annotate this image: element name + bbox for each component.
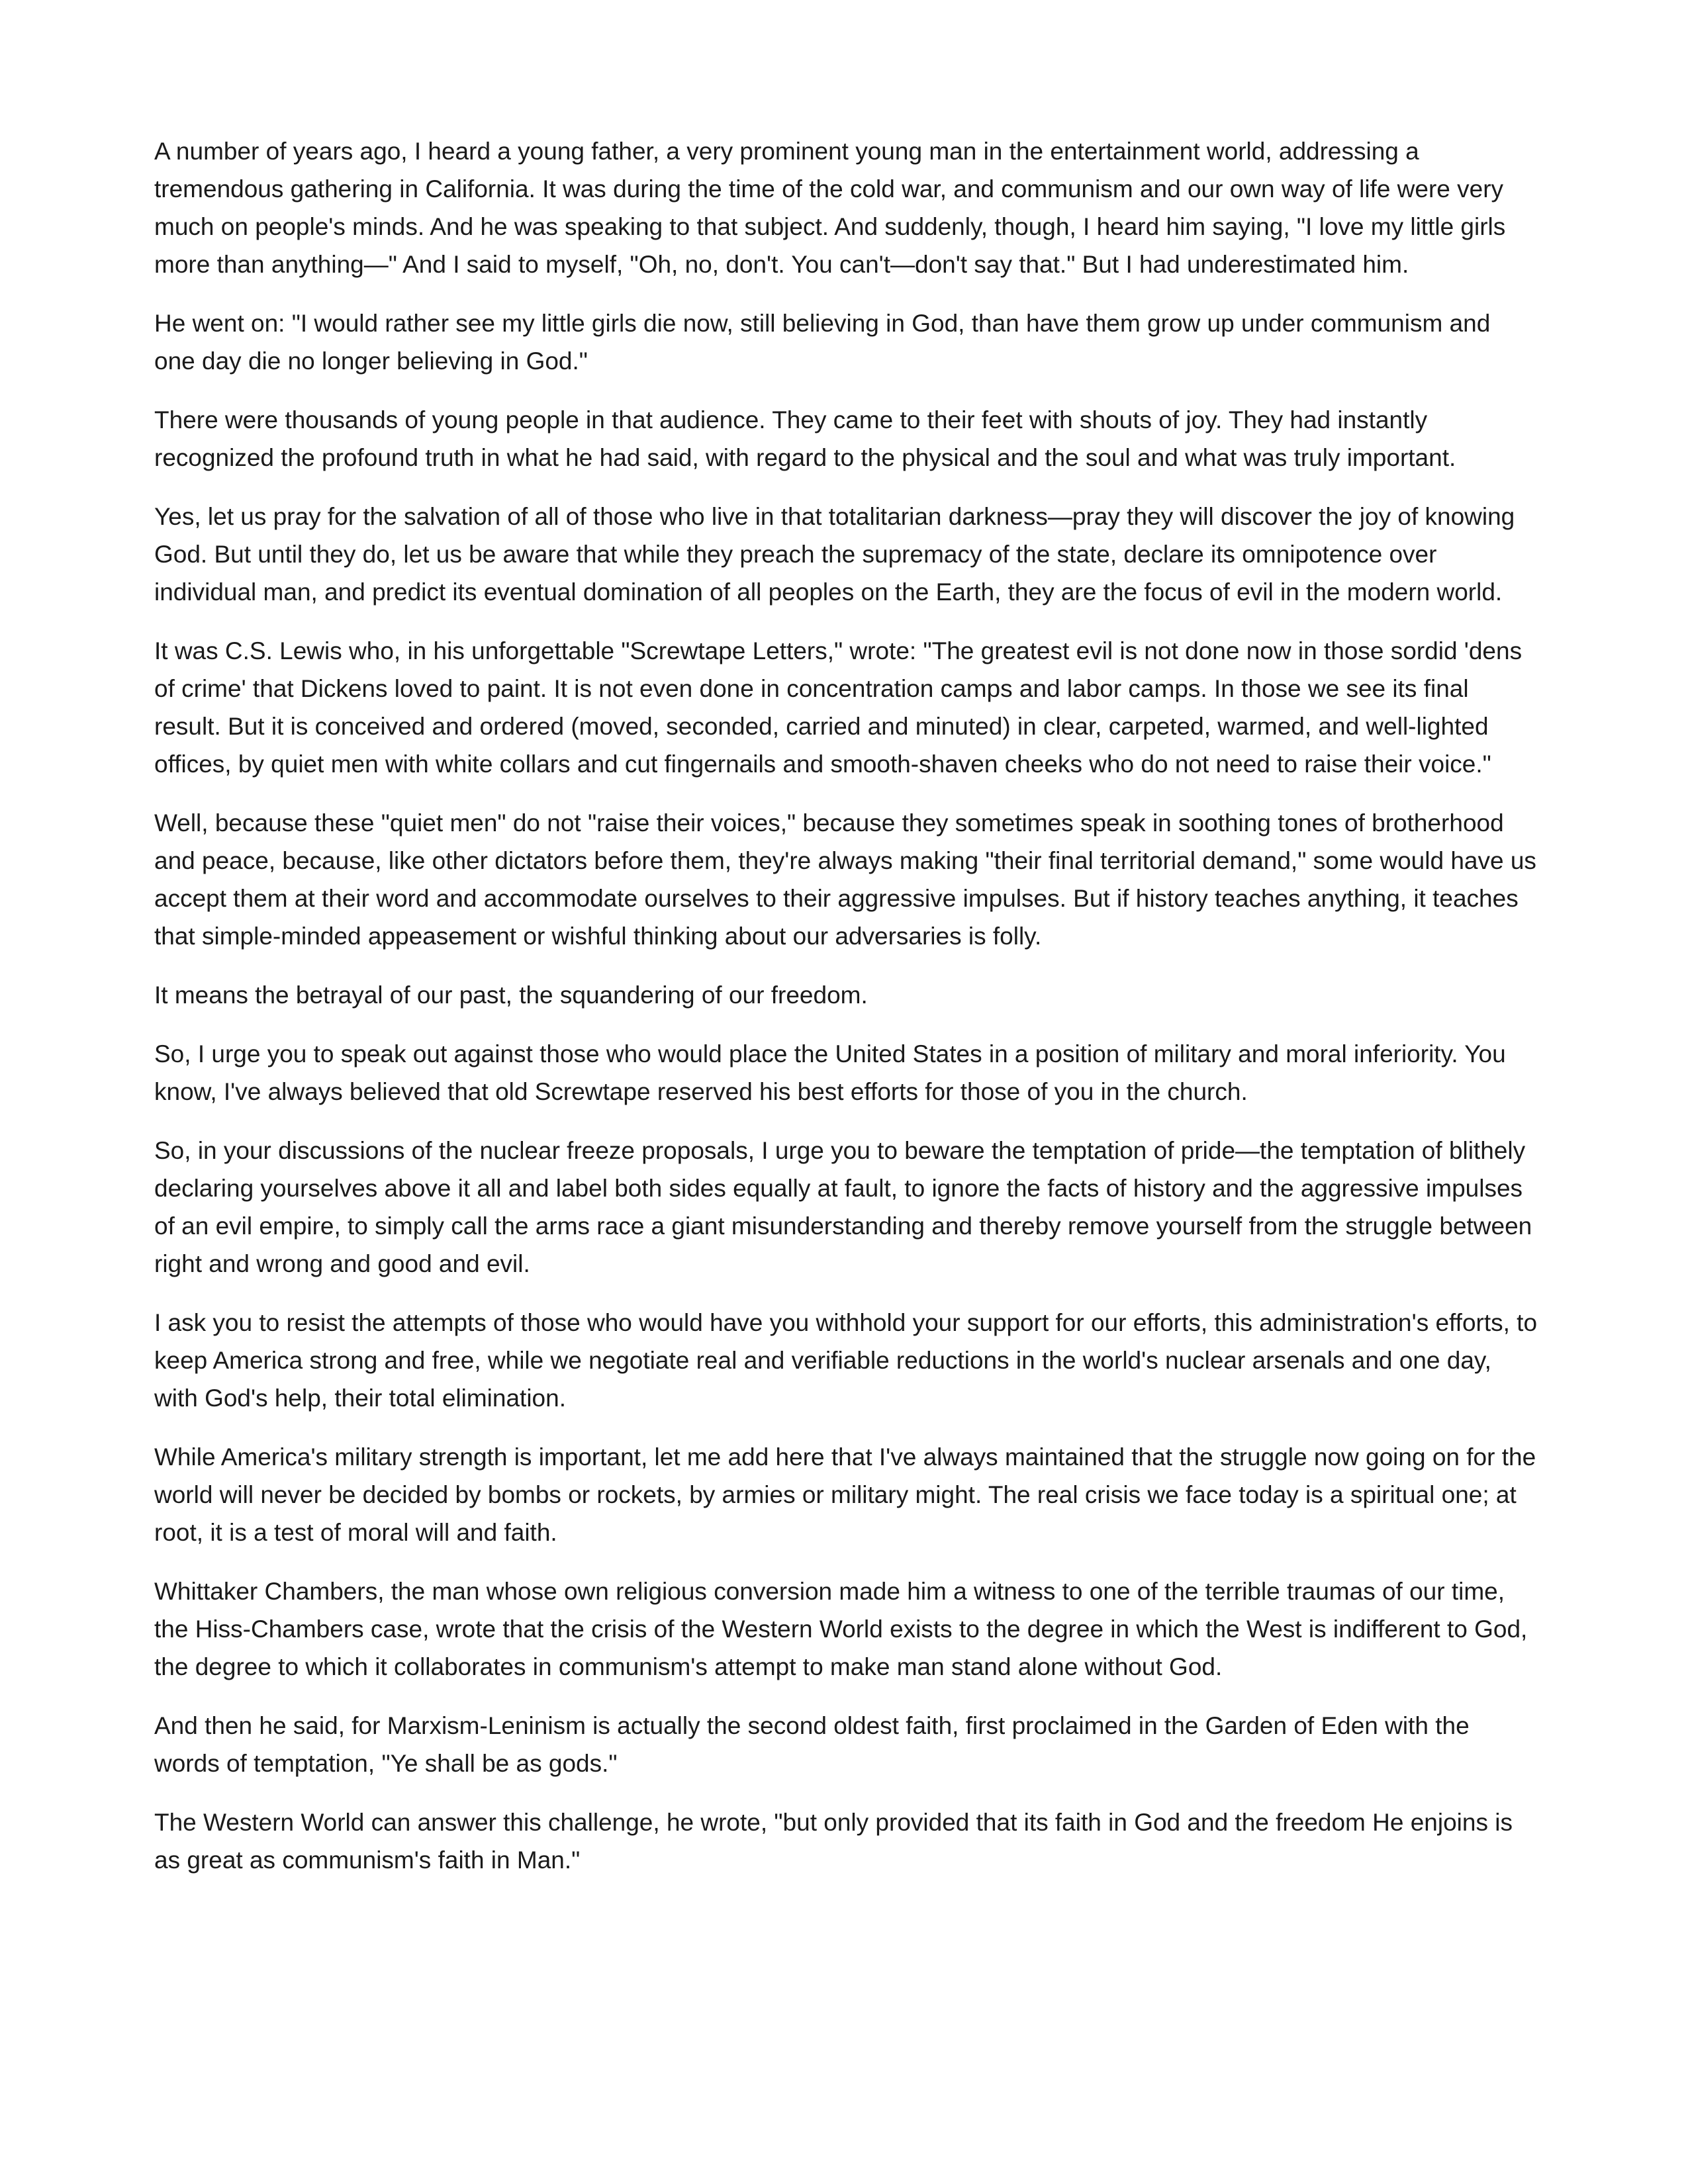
paragraph-9: So, in your discussions of the nuclear freeze proposals, I urge you to beware the temptation of pride—the temptation of blithely declaring yourselves above it all and label both sides equally at fault, to ignore the facts of history and the aggressive impulses of an evil empire, to simply call the arms race a giant misunderstanding and thereby remove yourself from the struggle between right and wrong and good and evil. xyxy=(154,1137,1532,1277)
paragraph-4: Yes, let us pray for the salvation of all of those who live in that totalitarian darkness—pray they will discover the joy of knowing God. But until they do, let us be aware that while they preach the supremacy of the state, declare its omnipotence over individual man, and predict its eventual domination of all peoples on the Earth, they are the focus of evil in the modern world. xyxy=(154,503,1515,606)
document-page xyxy=(154,132,1538,1900)
paragraph-8: So, I urge you to speak out against those who would place the United States in a position of military and moral inferiority. You know, I've always believed that old Screwtape reserved his best efforts for those of you in the church. xyxy=(154,1040,1506,1105)
paragraph-11: While America's military strength is important, let me add here that I've always maintained that the struggle now going on for the world will never be decided by bombs or rockets, by armies or military might. The real crisis we face today is a spiritual one; at root, it is a test of moral will and faith. xyxy=(154,1443,1536,1546)
paragraph-13: And then he said, for Marxism-Leninism is actually the second oldest faith, first proclaimed in the Garden of Eden with the words of temptation, "Ye shall be as gods." xyxy=(154,1712,1470,1777)
paragraph-14: The Western World can answer this challenge, he wrote, "but only provided that its faith in God and the freedom He enjoins is as great as communism's faith in Man." xyxy=(154,1809,1513,1874)
paragraph-2: He went on: "I would rather see my little girls die now, still believing in God, than have them grow up under communism and one day die no longer believing in God." xyxy=(154,310,1491,375)
paragraph-1: A number of years ago, I heard a young father, a very prominent young man in the entertainment world, addressing a tremendous gathering in California. It was during the time of the cold war, and communism and our own way of life were very much on people's minds. And he was speaking to that subject. And suddenly, though, I heard him saying, "I love my little girls more than anything—" And I said to myself, "Oh, no, don't. You can't—don't say that." But I had underestimated him. xyxy=(154,138,1506,278)
paragraph-5: It was C.S. Lewis who, in his unforgettable "Screwtape Letters," wrote: "The greatest evil is not done now in those sordid 'dens of crime' that Dickens loved to paint. It is not even done in concentration camps and labor camps. In those we see its final result. But it is conceived and ordered (moved, seconded, carried and minuted) in clear, carpeted, warmed, and well-lighted offices, by quiet men with white collars and cut fingernails and smooth-shaven cheeks who do not need to raise their voice." xyxy=(154,637,1523,778)
paragraph-6: Well, because these "quiet men" do not "raise their voices," because they sometimes speak in soothing tones of brotherhood and peace, because, like other dictators before them, they're always making "their final territorial demand," some would have us accept them at their word and accommodate ourselves to their aggressive impulses. But if history teaches anything, it teaches that simple-minded appeasement or wishful thinking about our adversaries is folly. xyxy=(154,809,1536,950)
paragraph-7: It means the betrayal of our past, the squandering of our freedom. xyxy=(154,981,868,1009)
paragraph-12: Whittaker Chambers, the man whose own religious conversion made him a witness to one of the terrible traumas of our time, the Hiss-Chambers case, wrote that the crisis of the Western World exists to the degree in which the West is indifferent to God, the degree to which it collaborates in communism's attempt to make man stand alone without God. xyxy=(154,1578,1528,1680)
paragraph-3: There were thousands of young people in that audience. They came to their feet with shouts of joy. They had instantly recognized the profound truth in what he had said, with regard to the physical and the soul and what was truly important. xyxy=(154,406,1456,471)
paragraph-10: I ask you to resist the attempts of those who would have you withhold your support for our efforts, this administration's efforts, to keep America strong and free, while we negotiate real and verifiable reductions in the world's nuclear arsenals and one day, with God's help, their total elimination. xyxy=(154,1309,1538,1412)
